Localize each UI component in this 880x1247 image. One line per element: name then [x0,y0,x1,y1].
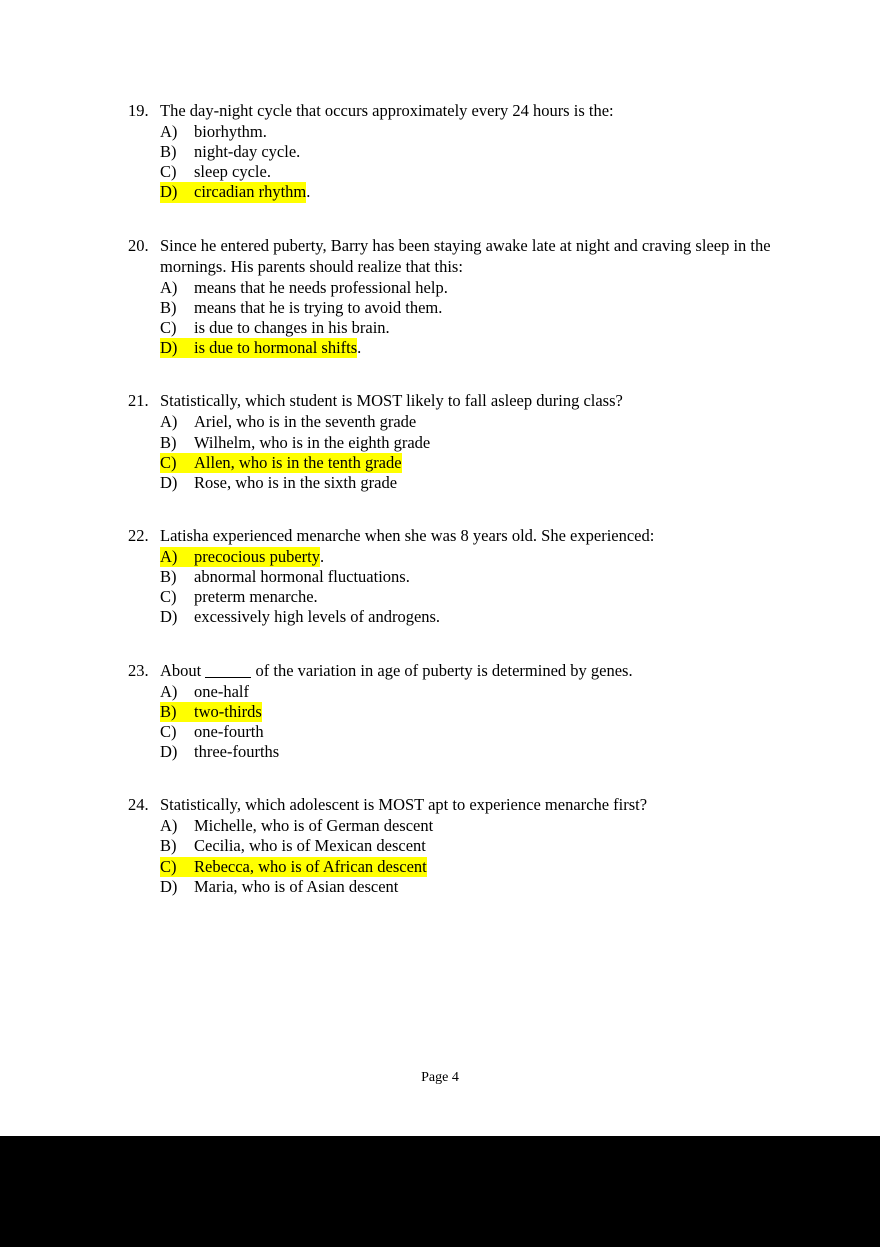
option-row[interactable] [160,836,788,856]
option-letter: C) [160,857,194,877]
option-row[interactable] [160,877,788,897]
option-row-highlighted[interactable] [160,702,788,722]
question-stem [128,794,788,815]
option-letter: D) [160,182,194,202]
option-letter: C) [160,721,177,741]
question-stem [128,390,788,411]
option-letter: B) [160,297,177,317]
option-letter: D) [160,742,178,762]
option-trailing-punctuation: . [306,182,311,202]
question-number: 24. [128,795,149,815]
question-item [128,794,788,897]
option-text: precocious puberty [194,547,320,567]
question-item [128,100,788,203]
option-letter: B) [160,702,194,722]
option-list [128,816,788,897]
option-letter: C) [160,318,177,338]
option-text: biorhythm. [194,122,267,142]
option-row[interactable] [160,142,788,162]
option-row[interactable] [160,318,788,338]
option-text: Rose, who is in the sixth grade [194,472,398,492]
option-letter: A) [160,277,178,297]
option-text: sleep cycle. [194,162,271,182]
question-text: Since he entered puberty, Barry has been staying awake late at night and craving sleep in the mornings. His parents should realize that this: [160,235,771,276]
option-list [128,547,788,628]
option-row[interactable] [160,473,788,493]
question-stem [128,235,788,277]
question-text [160,660,788,681]
option-text: Allen, who is in the tenth grade [194,452,402,472]
question-item [128,660,788,763]
option-letter: C) [160,162,177,182]
option-row[interactable] [160,433,788,453]
option-text: abnormal hormonal fluctuations. [194,567,410,587]
option-row[interactable] [160,412,788,432]
option-trailing-punctuation: . [357,338,362,358]
question-number: 20. [128,235,149,255]
option-row-highlighted[interactable] [160,453,788,473]
option-text: circadian rhythm [194,182,307,202]
option-text: Michelle, who is of German descent [194,816,434,836]
option-row-highlighted[interactable] [160,182,788,202]
question-number: 22. [128,525,149,545]
option-letter: A) [160,547,194,567]
option-trailing-punctuation: . [320,547,325,567]
option-row[interactable] [160,607,788,627]
fill-in-blank [205,677,251,678]
option-letter: D) [160,876,178,896]
question-item [128,235,788,359]
question-text: Statistically, which adolescent is MOST apt to experience menarche first? [160,795,648,815]
option-text: Ariel, who is in the seventh grade [194,412,417,432]
option-text: three-fourths [194,742,280,762]
question-text: Latisha experienced menarche when she was 8 years old. She experienced: [160,525,655,545]
option-text: preterm menarche. [194,587,318,607]
option-row-highlighted[interactable] [160,857,788,877]
question-number: 19. [128,101,149,120]
option-row[interactable] [160,122,788,142]
option-text: one-fourth [194,721,264,741]
option-letter: C) [160,587,177,607]
option-list [128,122,788,203]
option-text: Maria, who is of Asian descent [194,876,399,896]
option-letter: D) [160,607,178,627]
option-list [128,682,788,763]
option-letter: A) [160,681,178,701]
option-text: is due to hormonal shifts [194,338,358,358]
option-letter: B) [160,836,177,856]
option-letter: B) [160,142,177,162]
option-letter: C) [160,453,194,473]
question-list [128,100,788,929]
question-stem [128,660,788,681]
option-list [128,278,788,359]
option-letter: B) [160,432,177,452]
question-stem [128,100,788,121]
option-text: Cecilia, who is of Mexican descent [194,836,426,856]
option-row[interactable] [160,298,788,318]
bottom-black-bar [0,1136,880,1247]
option-row[interactable] [160,722,788,742]
option-text: Wilhelm, who is in the eighth grade [194,432,431,452]
question-number: 21. [128,391,149,411]
option-row[interactable] [160,587,788,607]
option-text: means that he needs professional help. [194,277,448,297]
page-footer: Page 4 [421,1070,459,1085]
option-letter: A) [160,122,178,142]
question-text-before-blank: About [160,660,206,680]
option-text: excessively high levels of androgens. [194,607,441,627]
question-number: 23. [128,660,149,680]
question-stem [128,525,788,546]
option-row[interactable] [160,816,788,836]
question-text-after-blank: of the variation in age of puberty is determined by genes. [251,660,633,680]
option-row[interactable] [160,278,788,298]
option-row-highlighted[interactable] [160,547,788,567]
option-text: night-day cycle. [194,142,301,162]
option-text: is due to changes in his brain. [194,318,390,338]
option-letter: A) [160,816,178,836]
question-item [128,390,788,493]
question-text: The day-night cycle that occurs approximately every 24 hours is the: [160,101,614,120]
option-text: one-half [194,681,249,701]
option-text: two-thirds [194,701,262,721]
option-text: Rebecca, who is of African descent [194,856,427,876]
question-text: Statistically, which student is MOST likely to fall asleep during class? [160,391,623,411]
question-item [128,525,788,628]
option-text: means that he is trying to avoid them. [194,297,443,317]
option-row[interactable] [160,162,788,182]
option-letter: A) [160,412,178,432]
option-row[interactable] [160,567,788,587]
option-row[interactable] [160,682,788,702]
option-row[interactable] [160,742,788,762]
option-row-highlighted[interactable] [160,338,788,358]
option-letter: D) [160,472,178,492]
option-letter: D) [160,338,194,358]
option-letter: B) [160,567,177,587]
option-list [128,412,788,493]
